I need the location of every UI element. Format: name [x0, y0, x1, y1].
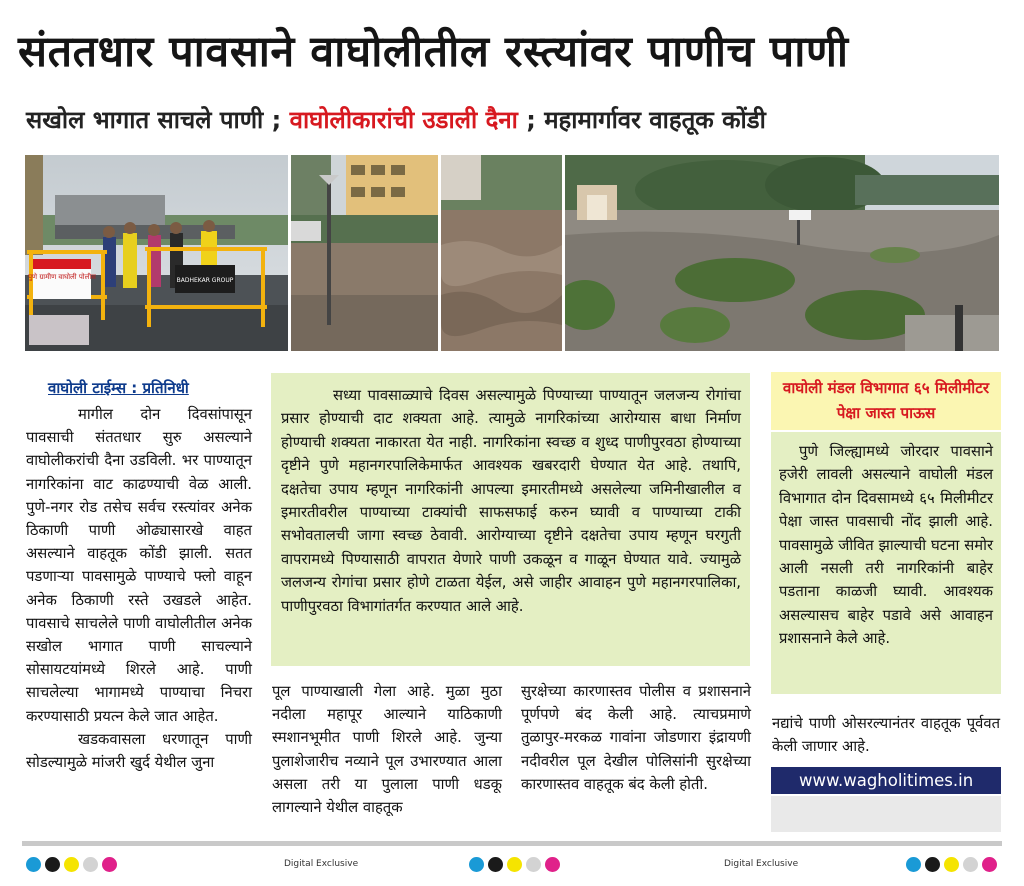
registration-dot [925, 857, 940, 872]
rainfall-box-text-wrapper [779, 440, 993, 651]
headline: संततधार पावसाने वाघोलीतील रस्त्यांवर पाणीच पाणी [18, 27, 849, 77]
rainfall-box [771, 432, 1001, 694]
footer-label-1: Digital Exclusive [284, 859, 359, 869]
rainfall-box-text: पुणे जिल्ह्यामध्ये जोरदार पावसाने हजेरी लावली असल्याने वाघोली मंडल विभागात दोन दिवसामध्ये ६५ मिलीमीटर पेक्षा जास्त पावसाची नोंद झाली आहे. पावसामुळे जीवित झाल्याची घटना समोर आली नसली तरी नागरिकांनी बाहेर पडताना काळजी घ्यावी. आवश्यक असल्यासच बाहेर पडावे असे आवाहन प्रशासनाने केले आहे. [779, 443, 993, 648]
registration-dot [963, 857, 978, 872]
registration-dot [45, 857, 60, 872]
registration-dot [83, 857, 98, 872]
byline: वाघोली टाईम्स : प्रतिनिधी [48, 379, 189, 397]
photo-flooded-street [291, 155, 438, 351]
color-registration-marks-right [906, 857, 997, 872]
color-registration-marks-left [26, 857, 117, 872]
registration-dot [469, 857, 484, 872]
health-notice-text: सध्या पावसाळ्याचे दिवस असल्यामुळे पिण्याच्या पाण्यातून जलजन्य रोगांचा प्रसार होण्याची दाट शक्यता आहे. त्यामुळे नागरिकांच्या आरोग्यास बाधा निर्माण होण्याची शक्यता नाकारता येत नाही. नागरिकांना स्वच्छ व शुध्द पाणीपुरवठा होण्याच्या दृष्टीने पुणे महानगरपालिकेमार्फत आवश्यक खबरदारी घेण्यात येत आहे. तथापि, दक्षतेचा उपाय म्हणून नागरिकांनी आपल्या इमारतीमध्ये असलेल्या जमिनीखालील व इमारतीवरील पाण्याच्या टाक्यांची साफसफाई करुन घ्यावी व पाण्याच्या टाकी सभोवतालची जागा स्वच्छ ठेवावी. आरोग्याच्या दृष्टीने दक्षतेचा उपाय म्हणून घरगुती वापरामध्ये पिण्यासाठी वापरात येणारे पाणी उकळून व गाळून घेण्यात यावे. ज्यामुळे जलजन्य रोगांचा प्रसार होणे टाळता येईल, असे जाहीर आवाहन पुणे महानगरपालिका, पाणीपुरवठा विभागांतर्गत करण्यात आले आहे. [281, 387, 741, 615]
registration-dot [26, 857, 41, 872]
photo-barricade-officials [25, 155, 288, 351]
registration-dot [545, 857, 560, 872]
subhead-part-1: सखोल भागात साचले पाणी ; [26, 106, 282, 134]
registration-dot [944, 857, 959, 872]
footer-label-2: Digital Exclusive [724, 859, 799, 869]
health-notice-text-wrapper [281, 384, 741, 618]
photo-flooded-river [565, 155, 999, 351]
registration-dot [507, 857, 522, 872]
middle-column-2-text: सुरक्षेच्या कारणास्तव पोलीस व प्रशासनाने पूर्णपणे बंद केली आहे. त्याचप्रमाणे तुळापुर-मरकळ गावांना जोडणारा इंद्रायणी नदीवरील पूल देखील पोलिसांनी सुरक्षेच्या कारणास्तव वाहतूक बंद केली होती. [521, 683, 751, 793]
registration-dot [488, 857, 503, 872]
registration-dot [526, 857, 541, 872]
registration-dot [982, 857, 997, 872]
left-column-paragraph-1: मागील दोन दिवसांपासून पावसाची संततधार सुरु असल्याने वाघोलीकरांची दैना उडविली. भर पाण्यातून नागरिकांना वाट काढण्याची वेळ आली. पुणे-नगर रोड तसेच सर्वच रस्त्यांवर अनेक ठिकाणी पाणी ओढ्यासारखे वाहत असल्याने वाहतूक कोंडी झाली. सतत पडणाऱ्या पावसामुळे पाण्याचे फ्लो वाहून अनेक ठिकाणी रस्ते उखडले आहेत. पावसाचे साचलेले पाणी वाघोलीतील अनेक सखोल भागात पाणी साचल्याने सोसायटयांमध्ये शिरले आहे. पाणी साचलेल्या भागामध्ये पाण्याचा निचरा करण्यासाठी प्रयत्न केले जात आहेत. [26, 406, 252, 725]
grey-band [771, 796, 1001, 832]
website-link[interactable]: www.wagholitimes.in [771, 767, 1001, 794]
health-notice-box [271, 373, 750, 666]
photo-barricade-text: BADHEKAR GROUP [176, 277, 234, 284]
right-column-tail-text: नद्यांचे पाणी ओसरल्यानंतर वाहतूक पूर्ववत केली जाणार आहे. [772, 715, 1000, 756]
photo-sign-text: पुणे ग्रामीण वाघोली पोलीस [28, 273, 96, 281]
subheadline [26, 100, 1001, 140]
subhead-part-3: ; महामार्गावर वाहतूक कोंडी [526, 106, 766, 134]
footer-divider [22, 841, 1002, 846]
right-column-tail [772, 712, 1000, 758]
photo-flowing-water [441, 155, 562, 351]
left-column-paragraph-2: खडकवासला धरणातून पाणी सोडल्यामुळे मांजरी खुर्द येथील जुना [26, 730, 252, 772]
middle-column-1 [272, 680, 502, 819]
middle-column-2 [521, 680, 751, 796]
subhead-part-2: वाघोलीकारांची उडाली दैना [289, 106, 518, 134]
middle-column-1-text: पूल पाण्याखाली गेला आहे. मुळा मुठा नदीला महापूर आल्याने याठिकाणी स्मशानभूमीत पाणी शिरले आहे. जुन्या पुलाशेजारीच नव्याने पूल उभारण्यात आला असला तरी या पुलाला पाणी धडकू लागल्याने येथील वाहतूक [272, 683, 502, 817]
registration-dot [102, 857, 117, 872]
left-column [26, 403, 252, 774]
registration-dot [64, 857, 79, 872]
color-registration-marks-center [469, 857, 560, 872]
rainfall-box-title: वाघोली मंडल विभागात ६५ मिलीमीटर पेक्षा जास्त पाऊस [771, 372, 1001, 430]
registration-dot [906, 857, 921, 872]
